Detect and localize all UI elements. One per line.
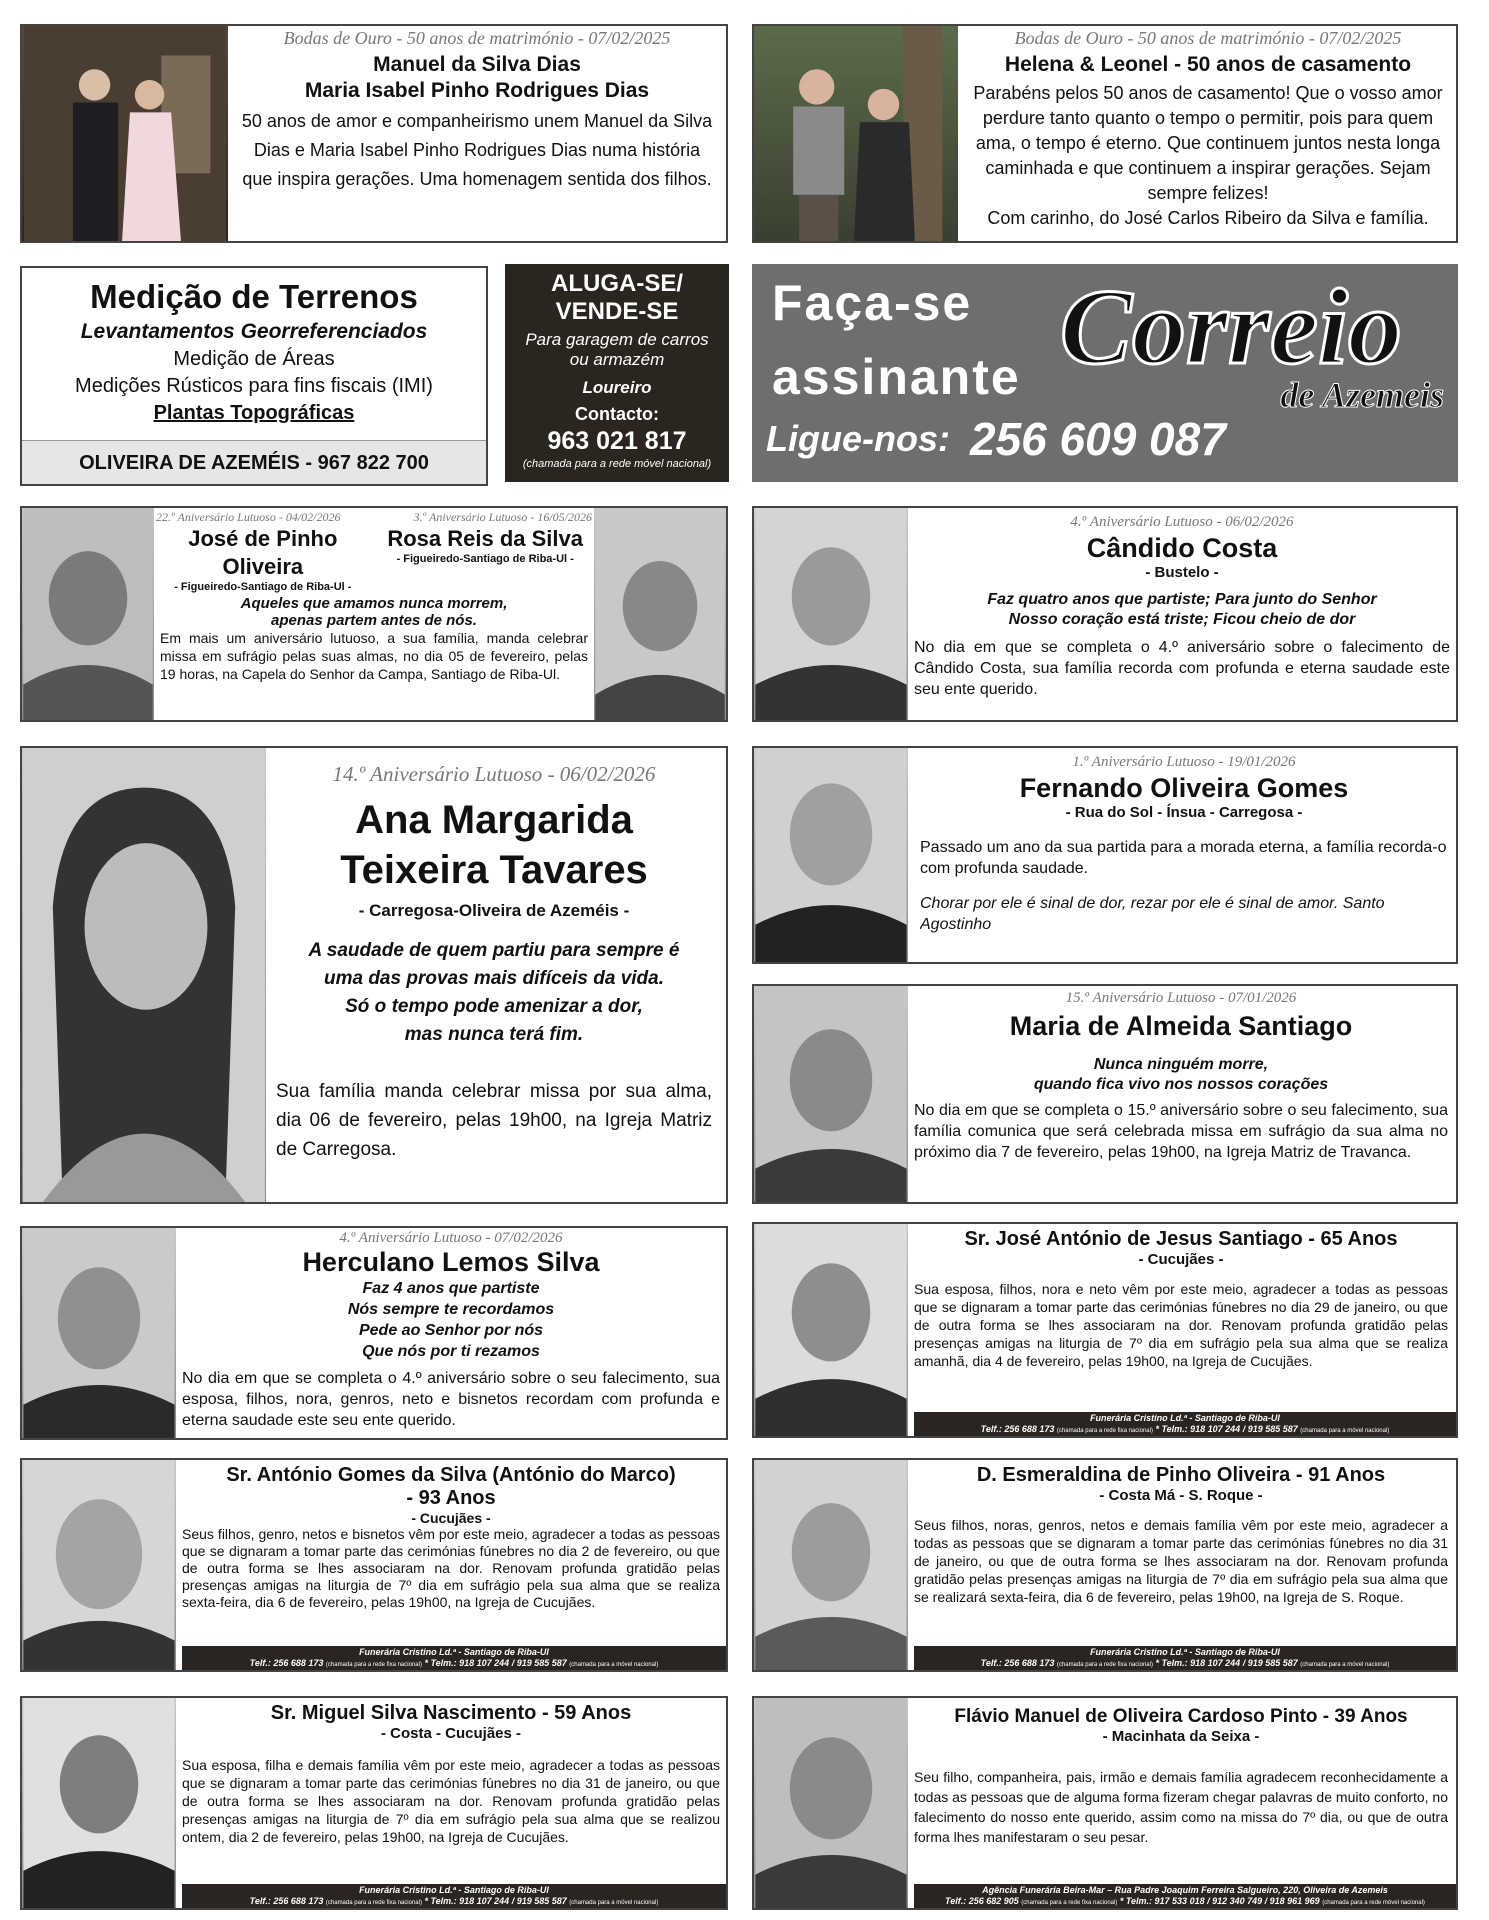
funeral-home-tel: Telf.: 256 688 173 [249,1658,324,1668]
ad-body: Passado um ano da sua partida para a morada eterna, a família recorda-o com profunda saudade. [920,839,1447,877]
ad-header: 4.º Aniversário Lutuoso - 06/02/2026 [1070,514,1294,530]
funeral-home-tel: Telf.: 256 688 173 [980,1424,1055,1434]
name-line-2: Teixeira Tavares [340,848,648,892]
funeral-home-mobile-note: (chamada para a móvel nacional) [569,1662,659,1668]
person-silhouette-icon [22,1460,176,1670]
ad-body: Seus filhos, genro, netos e bisnetos vêm por este meio, agradecer a todas as pessoas que se dignaram a tomar parte das cerimónias fúnebres no dia 2 de fevereiro, ou que de outra forma se lhes associaram na dor. Renovam profunda gratidão pelas presenças amigas na liturgia de 7º dia em sufrágio pela sua alma que se realiza sexta-feira, dia 6 de fevereiro, pelas 19h00, na Igreja de Cucujães. [182,1526,720,1610]
ad-line-3: Plantas Topográficas [153,402,355,424]
ad-body: Sua esposa, filhos, nora e neto vêm por este meio, agradecer a todas as pessoas que se dignaram a tomar parte das cerimónias fúnebres no dia 29 de janeiro, ou que de outra forma se lhes associaram na dor. Renovam profunda gratidão pelas presenças amigas na liturgia de 7º dia em sufrágio pela sua alma que se realiza amanhã, dia 4 de fevereiro, pelas 19h00, na Igreja de Cucujães. [914,1281,1448,1369]
ad-text [156,508,592,720]
ad-text [182,1698,720,1882]
ad-aluga-vende [505,264,729,482]
ad-body: No dia em que se completa o 15.º aniversário sobre o seu falecimento, sua família comunica que será celebrada missa em sufrágio da sua alma no próximo dia 7 de fevereiro, pelas 19h00, na Igreja Matriz de Travanca. [914,1102,1448,1161]
funeral-home-footer [182,1646,726,1670]
ad-title-1: ALUGA-SE/ [551,270,683,297]
ad-golden-wedding-dias [20,24,728,243]
ad-body: Sua esposa, filha e demais família vêm por este meio, agradecer a todas as pessoas que se dignaram a tomar parte das cerimónias fúnebres no dia 31 de janeiro, ou que de outra forma se lhes associaram na dor. Renovam profunda gratidão pelas presenças amigas na liturgia de 7º dia em sufrágio pela sua alma que se realizou ontem, dia 2 de fevereiro, pelas 19h00, na Igreja de Cucujães. [182,1757,720,1845]
subscribe-line-1: Faça-se [772,275,973,331]
ad-correio-azemeis [752,264,1458,482]
portrait-photo [754,1698,908,1908]
ad-memorial-herculano-silva [20,1226,728,1440]
ad-obituary-jose-santiago [752,1222,1458,1438]
portrait-photo [754,1224,908,1436]
ad-header: 14.º Aniversário Lutuoso - 06/02/2026 [332,762,656,786]
ad-body: Sua família manda celebrar missa por sua alma, dia 06 de fevereiro, pelas 19h00, na Igreja Matriz de Carregosa. [276,1081,712,1160]
ad-name: D. Esmeraldina de Pinho Oliveira - 91 Anos [976,1464,1386,1486]
ad-text [232,26,722,241]
ad-text [920,748,1448,962]
ad-quote: Chorar por ele é sinal de dor, rezar por ele é sinal de amor. Santo Agostinho [920,895,1385,933]
ad-body: 50 anos de amor e companheirismo unem Manuel da Silva Dias e Maria Isabel Pinho Rodrigues Dias numa história que inspira gerações. Uma homenagem sentida dos filhos. [241,111,713,189]
funeral-home-name: Funerária Cristino Ld.ª - Santiago de Riba-Ul [1090,1647,1280,1657]
person-silhouette-icon [754,508,908,720]
quote-line-2: apenas partem antes de nós. [271,612,477,629]
ad-memorial-maria-santiago [752,984,1458,1204]
funeral-home-tel: Telf.: 256 688 173 [980,1658,1055,1668]
funeral-home-name: Agência Funerária Beira-Mar – Rua Padre Joaquim Ferreira Salgueiro, 220, Oliveira de Azemeis [982,1885,1388,1895]
ad-text [272,748,716,1202]
person-name-1: José de Pinho Oliveira [188,526,338,579]
ad-golden-wedding-helena-leonel [752,24,1458,243]
funeral-home-tel: Telf.: 256 682 905 [945,1896,1019,1906]
ad-text [914,986,1448,1202]
funeral-home-footer [914,1884,1456,1908]
ad-phone: 963 021 817 [547,427,687,455]
ad-name: Fernando Oliveira Gomes [1019,773,1349,803]
ad-footer: OLIVEIRA DE AZEMÉIS - 967 822 700 [79,452,429,474]
ad-subtitle: Levantamentos Georreferenciados [80,320,428,343]
funeral-home-footer [914,1412,1456,1436]
ad-text [914,1698,1448,1882]
ad-line-2: ou armazém [569,350,665,369]
ad-body: Seus filhos, noras, genros, netos e demais família vêm por este meio, agradecer a todas as pessoas que se dignaram a tomar parte das cerimónias fúnebres no dia 31 de janeiro, ou que de outra forma se lhes associaram na dor. Renovam profunda gratidão pelas presenças amigas na liturgia de 7º dia em sufrágio pela sua alma que se realizará sexta-feira, dia 6 de fevereiro, pelas 19h00, na Igreja de S. Roque. [914,1517,1448,1605]
quote-line-2: quando fica vivo nos nossos corações [1033,1076,1329,1093]
person-2 [378,525,592,593]
person-silhouette-icon [754,986,908,1202]
ad-title: Medição de Terrenos [90,278,418,315]
ad-name: Sr. José António de Jesus Santiago - 65 Anos [964,1228,1398,1250]
portrait-photo [22,1460,176,1670]
ad-text [964,26,1452,241]
funeral-home-mobile: * Telm.: 917 533 018 / 912 340 749 / 918 961 969 [1119,1896,1320,1906]
funeral-home-mobile-note: (chamada para a móvel nacional) [1300,1428,1390,1434]
ad-line-1: Medição de Áreas [173,348,335,370]
ad-obituary-esmeraldina-oliveira [752,1458,1458,1672]
quote-line-2: Nós sempre te recordamos [347,1301,555,1318]
ad-text [914,1224,1448,1410]
funeral-home-tel-note: (chamada para a rede fixa nacional) [325,1900,422,1906]
ad-signature: Com carinho, do José Carlos Ribeiro da Silva e família. [987,208,1429,228]
ad-location: Loureiro [582,378,652,397]
person-silhouette-icon [22,1698,176,1908]
name-line-2: Maria Isabel Pinho Rodrigues Dias [304,79,650,102]
funeral-home-mobile: * Telm.: 918 107 244 / 919 585 587 [1155,1424,1298,1434]
funeral-home-name: Funerária Cristino Ld.ª - Santiago de Riba-Ul [359,1647,549,1657]
portrait-photo-2 [594,508,726,720]
person-silhouette-icon [22,508,154,720]
person-name-2: Rosa Reis da Silva [387,526,584,551]
ad-obituary-miguel-nascimento [20,1696,728,1910]
ad-text [182,1228,720,1438]
portrait-photo [754,508,908,720]
ad-memorial-fernando-gomes [752,746,1458,964]
portrait-photo [22,748,266,1202]
ad-title-2: VENDE-SE [555,298,679,325]
quote-line-1: Nunca ninguém morre, [1093,1056,1269,1073]
person-silhouette-icon [754,1460,908,1670]
quote-line-3: Pede ao Senhor por nós [358,1322,544,1339]
portrait-photo [754,986,908,1202]
ad-header: 15.º Aniversário Lutuoso - 07/01/2026 [1065,990,1297,1006]
ad-name: Flávio Manuel de Oliveira Cardoso Pinto - 39 Anos [954,1706,1408,1727]
ad-header: 1.º Aniversário Lutuoso - 19/01/2026 [1072,754,1296,770]
person-loc-1: - Figueiredo-Santiago de Riba-Ul - [174,581,352,593]
ad-location: - Rua do Sol - Ínsua - Carregosa - [1065,804,1303,821]
header-row [156,510,592,525]
ad-location: - Cucujães - [411,1510,491,1526]
quote-line-1: Aqueles que amamos nunca morrem, [240,595,508,612]
ad-body: Seu filho, companheira, pais, irmão e demais família agradecem reconhecidamente a todas as pessoas que de alguma forma fizeram chegar palavras de muito conforto, no falecimento do nosso ente querido, assim como na missa do 7º dia, ou que de outra forma lhes manifestaram o seu pesar. [914,1769,1448,1845]
ad-name: Sr. Miguel Silva Nascimento - 59 Anos [270,1702,632,1724]
subscribe-line-2: assinante [772,349,1021,405]
ad-location: - Costa - Cucujães - [380,1725,522,1742]
correio-logo-sub: de Azemeis [1280,375,1444,415]
ad-memorial-ana-margarida [20,746,728,1204]
ad-line-2: Medições Rústicos para fins fiscais (IMI) [75,375,433,397]
ad-body: Parabéns pelos 50 anos de casamento! Que o vosso amor perdure tanto quanto o tempo o permitir, pois para quem ama, o tempo é eterno. Que continuem juntos nesta longa caminhada e que continuem a inspirar gerações. Sejam sempre felizes! [973,83,1443,203]
funeral-home-name: Funerária Cristino Ld.ª - Santiago de Riba-Ul [359,1885,549,1895]
ad-name: Helena & Leonel - 50 anos de casamento [1004,53,1412,76]
quote-line-2: uma das provas mais difíceis da vida. [323,968,665,989]
couple-figure-icon [22,26,228,241]
call-label: Ligue-nos: [766,418,950,459]
ad-text [914,1460,1448,1644]
person-silhouette-icon [594,508,726,720]
ad-header: Bodas de Ouro - 50 anos de matrimónio - 07/02/2025 [1014,28,1402,48]
ad-header-2: 3.º Aniversário Lutuoso - 16/05/2026 [413,510,592,524]
ad-memorial-candido-costa [752,506,1458,722]
ad-header: 4.º Aniversário Lutuoso - 07/02/2026 [339,1230,563,1246]
person-silhouette-icon [754,748,908,962]
name-line-1: Ana Margarida [355,798,633,842]
portrait-photo [22,1698,176,1908]
ad-body: No dia em que se completa o 4.º aniversário sobre o seu falecimento, sua esposa, filhos, nora, genros, neto e bisnetos recordam com profunda e eterna saudade este seu ente querido. [182,1370,720,1429]
quote-line-4: mas nunca terá fim. [404,1024,584,1045]
portrait-photo [754,1460,908,1670]
quote-line-4: Que nós por ti rezamos [362,1343,540,1360]
funeral-home-tel: Telf.: 256 688 173 [249,1896,324,1906]
correio-logo: Correio [1060,268,1403,387]
correio-phone: 256 609 087 [970,413,1226,465]
ad-name: Cândido Costa [1086,533,1278,563]
ad-body: No dia em que se completa o 4.º aniversário sobre o falecimento de Cândido Costa, sua família recorda com profunda e eterna saudade este seu ente querido. [914,639,1450,698]
ad-location: - Costa Má - S. Roque - [1099,1487,1263,1504]
funeral-home-mobile: * Telm.: 918 107 244 / 919 585 587 [424,1896,567,1906]
funeral-home-mobile-note: (chamada para a móvel nacional) [569,1900,659,1906]
ad-location: - Bustelo - [1145,564,1219,581]
ad-location: - Cucujães - [1138,1251,1224,1268]
ad-double-memorial [20,506,728,722]
ad-location: - Macinhata da Seixa - [1102,1728,1260,1745]
ad-obituary-flavio-pinto [752,1696,1458,1910]
portrait-photo [754,748,908,962]
ad-header: Bodas de Ouro - 50 anos de matrimónio - 07/02/2025 [283,28,671,48]
ad-text [914,508,1450,720]
ad-body: Em mais um aniversário lutuoso, a sua família, manda celebrar missa em sufrágio pelas suas almas, no dia 05 de fevereiro, pelas 19 horas, na Capela do Senhor da Campa, Santiago de Riba-Ul. [160,630,588,682]
name-line-1: Manuel da Silva Dias [373,53,581,76]
funeral-home-mobile-note: (chamada para a rede móvel nacional) [1322,1900,1425,1906]
person-loc-2: - Figueiredo-Santiago de Riba-Ul - [396,553,574,565]
ad-text [182,1460,720,1644]
quote-line-1: Faz quatro anos que partiste; Para junto do Senhor [987,591,1377,608]
funeral-home-name: Funerária Cristino Ld.ª - Santiago de Riba-Ul [1090,1413,1280,1423]
funeral-home-mobile-note: (chamada para a móvel nacional) [1300,1662,1390,1668]
funeral-home-tel-note: (chamada para a rede fixa nacional) [1056,1662,1153,1668]
couple-photo [754,26,958,241]
person-silhouette-icon [754,1698,908,1908]
ad-line-1: Para garagem de carros [525,330,709,349]
funeral-home-footer [914,1646,1456,1670]
quote-line-1: Faz 4 anos que partiste [362,1280,540,1297]
funeral-home-footer [182,1884,726,1908]
quote-line-1: A saudade de quem partiu para sempre é [308,940,680,961]
funeral-home-mobile: * Telm.: 918 107 244 / 919 585 587 [424,1658,567,1668]
quote-line-2: Nosso coração está triste; Ficou cheio de dor [1008,611,1356,628]
couple-figure-icon [754,26,958,241]
person-silhouette-icon [22,1228,176,1438]
funeral-home-tel-note: (chamada para a rede fixa nacional) [325,1662,422,1668]
ad-header-1: 22.º Aniversário Lutuoso - 04/02/2026 [156,510,341,524]
ad-name: Maria de Almeida Santiago [1009,1011,1353,1041]
ad-footer-band [22,440,486,484]
ad-name: Herculano Lemos Silva [302,1247,600,1277]
name-line-2: - 93 Anos [406,1487,496,1509]
ad-note: (chamada para a rede móvel nacional) [522,458,712,470]
person-silhouette-icon [22,748,266,1202]
portrait-photo [22,1228,176,1438]
person-1 [156,525,370,593]
funeral-home-mobile: * Telm.: 918 107 244 / 919 585 587 [1155,1658,1298,1668]
funeral-home-tel-note: (chamada para a rede fixa nacional) [1021,1900,1118,1906]
quote-line-3: Só o tempo pode amenizar a dor, [345,996,643,1017]
person-silhouette-icon [754,1224,908,1436]
portrait-photo-1 [22,508,154,720]
name-line-1: Sr. António Gomes da Silva (António do Marco) [226,1464,676,1486]
ad-location: - Carregosa-Oliveira de Azeméis - [358,901,630,920]
names-row [156,525,592,593]
funeral-home-tel-note: (chamada para a rede fixa nacional) [1056,1428,1153,1434]
ad-contact-label: Contacto: [575,404,659,424]
ad-obituary-antonio-silva [20,1458,728,1672]
couple-photo [22,26,228,241]
ad-medicao-terrenos [20,266,488,486]
